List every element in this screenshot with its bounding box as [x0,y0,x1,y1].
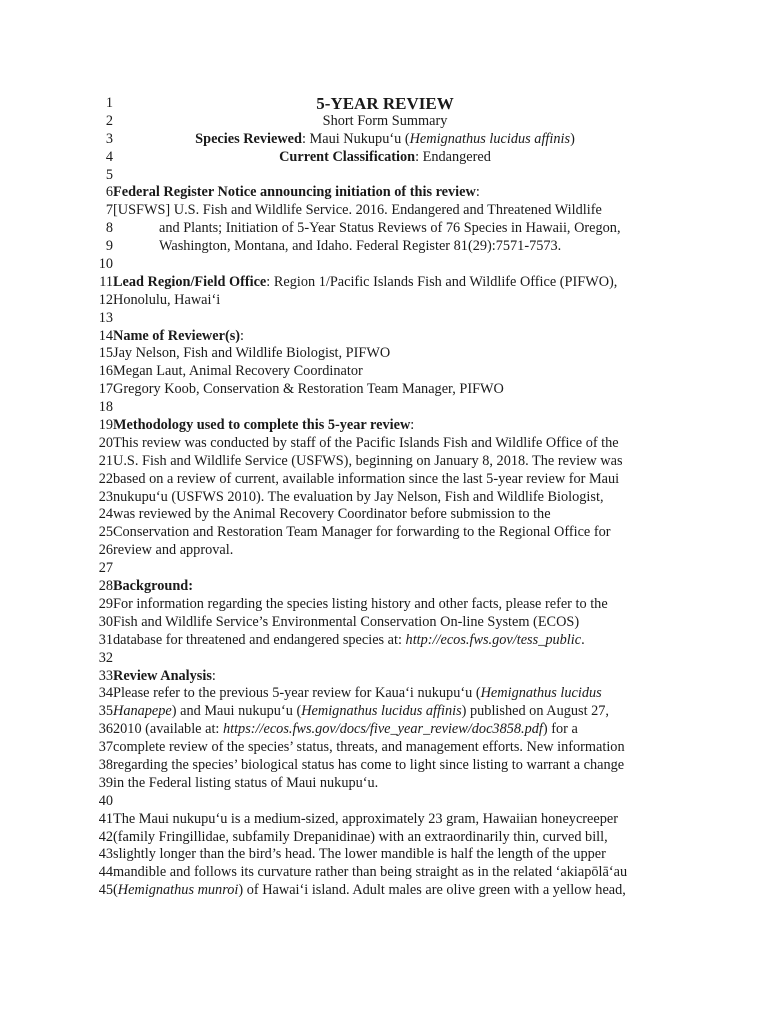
document-title: 5-YEAR REVIEW [316,94,454,113]
line-number: 26 [98,542,113,559]
line-27 [0,560,770,578]
line-number: 28 [98,578,113,595]
line-41 [0,811,770,829]
line-number: 23 [98,488,113,505]
fr-notice-citation: Washington, Montana, and Idaho. Federal Register 81(29):7571-7573. [159,238,562,255]
line-number: 15 [98,345,113,362]
line-number: 29 [98,595,113,612]
line-number: 30 [98,613,113,630]
line-number: 40 [98,792,113,809]
line-26 [0,542,770,560]
line-number: 2 [105,112,113,129]
methodology-text: was reviewed by the Animal Recovery Coordinator before submission to the [113,506,551,523]
methodology-text: review and approval. [113,542,234,559]
current-classification: Current Classification: Endangered [279,148,491,165]
line-15 [0,345,770,363]
analysis-text: 2010 (available at: https://ecos.fws.gov/docs/five_year_review/doc3858.pdf) for a [113,721,578,738]
line-32 [0,650,770,668]
fr-notice-citation: [USFWS] U.S. Fish and Wildlife Service. 2016. Endangered and Threatened Wildlife [113,202,602,219]
line-4 [0,149,770,167]
line-number: 19 [98,417,113,434]
line-34 [0,685,770,703]
ecos-link[interactable]: http://ecos.fws.gov/tess_public [405,631,582,648]
line-number: 21 [98,452,113,469]
line-number: 9 [105,238,113,255]
line-number: 22 [98,470,113,487]
reviewer: Megan Laut, Animal Recovery Coordinator [113,363,363,380]
line-29 [0,596,770,614]
line-12 [0,292,770,310]
line-number: 8 [105,220,113,237]
line-19 [0,417,770,435]
background-text: Fish and Wildlife Service’s Environmental Conservation On-line System (ECOS) [113,613,580,630]
line-16 [0,363,770,381]
line-38 [0,757,770,775]
line-44 [0,864,770,882]
line-number: 25 [98,524,113,541]
line-number: 4 [105,148,113,165]
line-number: 37 [98,739,113,756]
line-number: 7 [105,202,113,219]
line-39 [0,775,770,793]
line-31 [0,632,770,650]
methodology-text: U.S. Fish and Wildlife Service (USFWS), beginning on January 8, 2018. The review was [113,452,623,469]
line-number: 12 [98,291,113,308]
line-number: 39 [98,774,113,791]
lead-office: Lead Region/Field Office: Region 1/Pacific Islands Fish and Wildlife Office (PIFWO), [113,273,618,290]
line-23 [0,489,770,507]
methodology-text: Conservation and Restoration Team Manager for forwarding to the Regional Office for [113,524,611,541]
line-number: 24 [98,506,113,523]
species-description: slightly longer than the bird’s head. The lower mandible is half the length of the upper [113,846,606,863]
analysis-text: Hanapepe) and Maui nukupuʻu (Hemignathus lucidus affinis) published on August 27, [113,703,610,720]
background-heading: Background: [113,578,193,595]
background-text: For information regarding the species listing history and other facts, please refer to the [113,595,608,612]
line-2 [0,113,770,131]
line-number: 5 [105,166,113,183]
document-page [0,95,770,900]
line-number: 10 [98,256,113,273]
methodology-text: nukupuʻu (USFWS 2010). The evaluation by Jay Nelson, Fish and Wildlife Biologist, [113,488,604,505]
line-number: 20 [98,434,113,451]
analysis-text: Please refer to the previous 5-year review for Kauaʻi nukupuʻu (Hemignathus lucidus [113,685,602,702]
line-37 [0,739,770,757]
line-3 [0,131,770,149]
species-description: The Maui nukupuʻu is a medium-sized, approximately 23 gram, Hawaiian honeycreeper [113,810,618,827]
line-13 [0,310,770,328]
line-6 [0,184,770,202]
line-number: 18 [98,399,113,416]
line-number: 45 [98,882,113,899]
line-36 [0,721,770,739]
line-33 [0,668,770,686]
fr-notice-citation: and Plants; Initiation of 5-Year Status Reviews of 76 Species in Hawaii, Oregon, [159,220,621,237]
line-number: 27 [98,560,113,577]
methodology-text: based on a review of current, available information since the last 5-year review for Maui [113,470,620,487]
line-number: 14 [98,327,113,344]
analysis-text: regarding the species’ biological status has come to light since listing to warrant a change [113,756,625,773]
species-description: (family Fringillidae, subfamily Drepanidinae) with an extraordinarily thin, curved bill, [113,828,608,845]
line-21 [0,453,770,471]
line-number: 35 [98,703,113,720]
line-number: 17 [98,381,113,398]
line-number: 42 [98,828,113,845]
review-analysis-heading: Review Analysis: [113,667,216,684]
line-number: 3 [105,130,113,147]
analysis-text: complete review of the species’ status, threats, and management efforts. New information [113,739,625,756]
background-text: database for threatened and endangered species at: http://ecos.fws.gov/tess_public. [113,631,585,648]
line-14 [0,328,770,346]
line-number: 33 [98,667,113,684]
line-number: 38 [98,756,113,773]
line-number: 36 [98,721,113,738]
line-24 [0,506,770,524]
reviewer: Gregory Koob, Conservation & Restoration Team Manager, PIFWO [113,381,504,398]
line-22 [0,471,770,489]
line-30 [0,614,770,632]
line-number: 31 [98,631,113,648]
line-number: 13 [98,309,113,326]
five-year-review-link[interactable]: https://ecos.fws.gov/docs/five_year_review/doc3858.pdf [222,721,543,738]
line-25 [0,524,770,542]
line-11 [0,274,770,292]
reviewers-heading: Name of Reviewer(s): [113,327,245,344]
line-43 [0,846,770,864]
line-number: 44 [98,864,113,881]
line-7 [0,202,770,220]
methodology-text: This review was conducted by staff of the Pacific Islands Fish and Wildlife Office of the [113,434,619,451]
line-8 [0,220,770,238]
line-35 [0,703,770,721]
fr-notice-heading: Federal Register Notice announcing initiation of this review: [113,184,480,201]
document-subtitle: Short Form Summary [322,112,448,129]
line-number: 6 [105,184,113,201]
line-1 [0,95,770,113]
line-9 [0,238,770,256]
line-40 [0,793,770,811]
line-28 [0,578,770,596]
analysis-text: in the Federal listing status of Maui nukupuʻu. [113,774,379,791]
species-description: (Hemignathus munroi) of Hawaiʻi island. Adult males are olive green with a yellow head, [113,882,626,899]
line-18 [0,399,770,417]
lead-office-location: Honolulu, Hawaiʻi [113,291,221,308]
line-number: 32 [98,649,113,666]
line-10 [0,256,770,274]
line-17 [0,381,770,399]
line-5 [0,167,770,185]
species-reviewed: Species Reviewed: Maui Nukupuʻu (Hemignathus lucidus affinis) [195,130,575,147]
species-description: mandible and follows its curvature rather than being straight as in the related ʻakiapōlāʻau [113,864,628,881]
line-number: 1 [105,95,113,111]
methodology-heading: Methodology used to complete this 5-year review: [113,417,415,434]
line-number: 34 [98,685,113,702]
line-45 [0,882,770,900]
line-42 [0,829,770,847]
line-number: 11 [99,273,113,290]
line-number: 41 [98,810,113,827]
line-number: 43 [98,846,113,863]
reviewer: Jay Nelson, Fish and Wildlife Biologist, PIFWO [113,345,391,362]
line-number: 16 [98,363,113,380]
line-20 [0,435,770,453]
